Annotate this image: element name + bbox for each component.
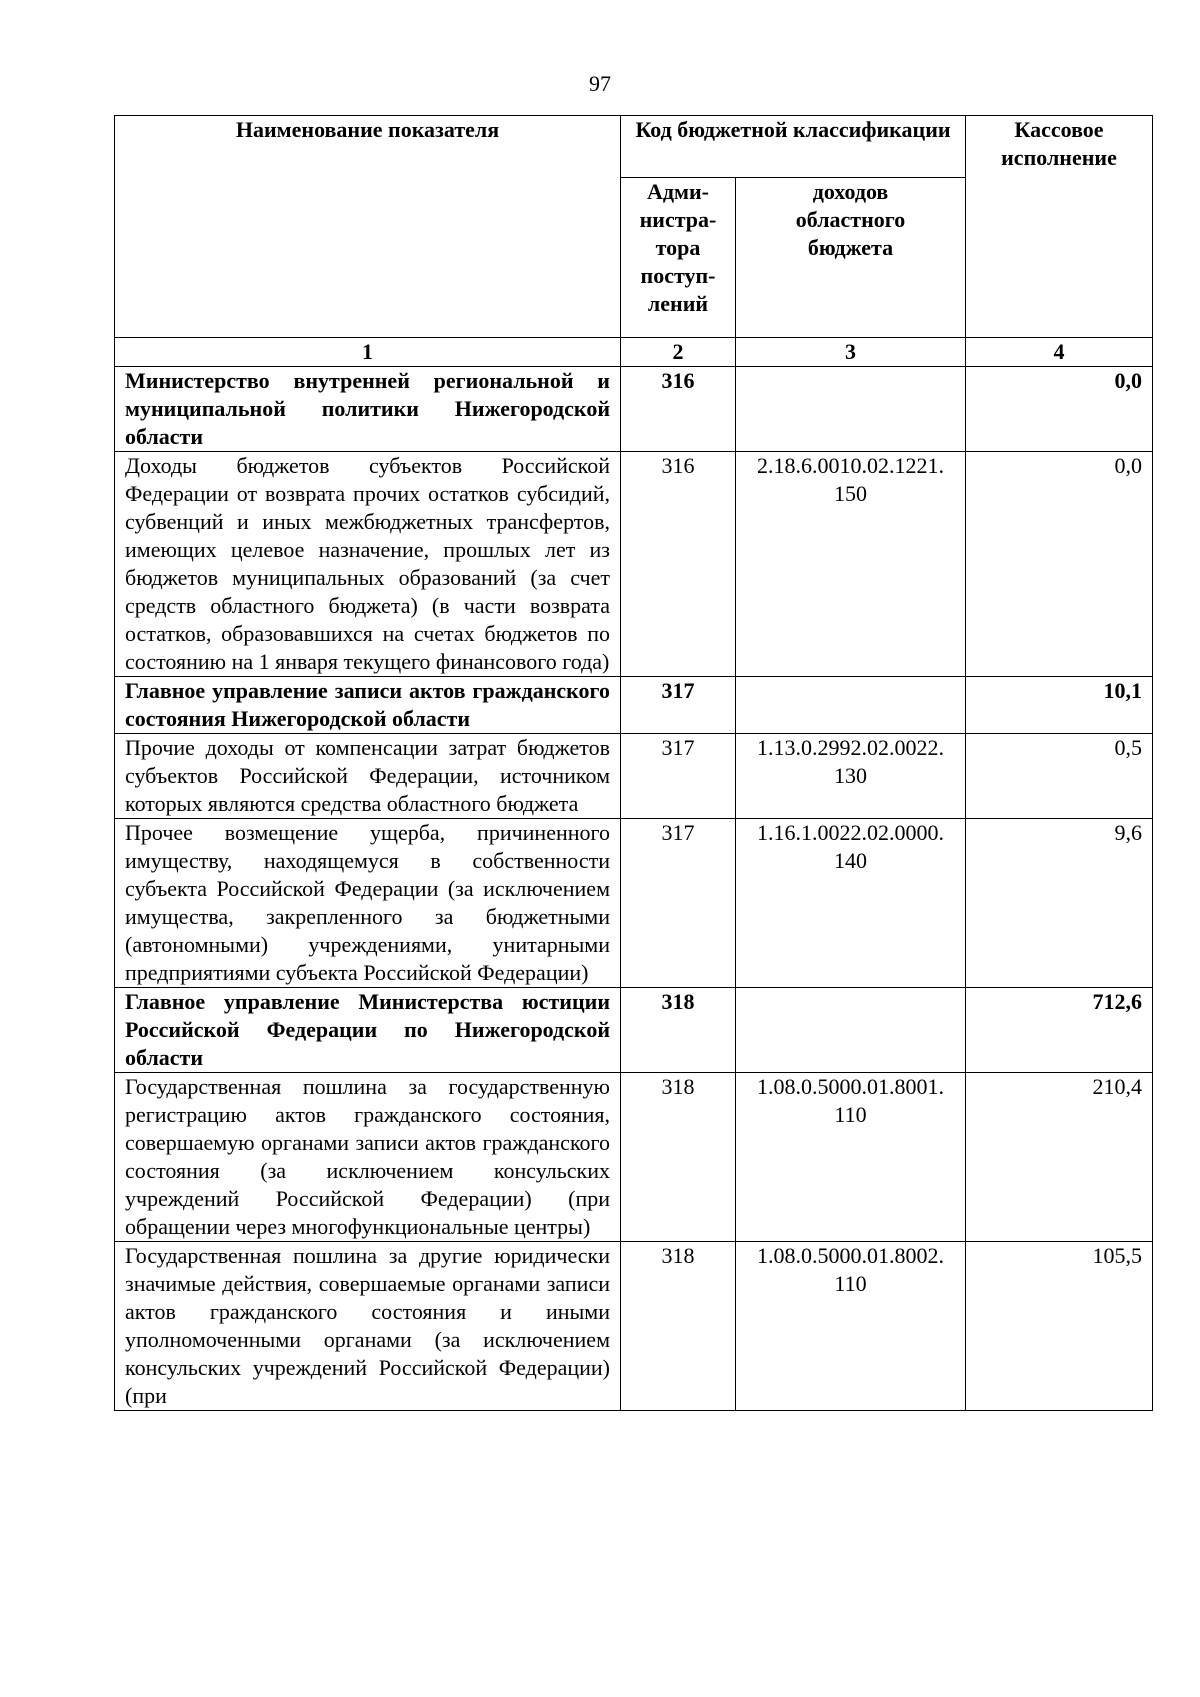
row-amount: 0,0 bbox=[966, 367, 1153, 452]
row-admin-code: 318 bbox=[621, 1073, 736, 1242]
row-admin-code: 317 bbox=[621, 819, 736, 988]
header-income: доходов областного бюджета bbox=[736, 178, 966, 338]
table-row bbox=[115, 734, 1153, 819]
row-income-code bbox=[736, 988, 966, 1073]
row-admin-code: 318 bbox=[621, 988, 736, 1073]
row-admin-code: 316 bbox=[621, 367, 736, 452]
row-amount: 105,5 bbox=[966, 1242, 1153, 1411]
row-name: Прочие доходы от компенсации затрат бюджетов субъектов Российской Федерации, источником которых являются средства областного бюджета bbox=[115, 734, 621, 819]
budget-table bbox=[114, 115, 1153, 1411]
row-name: Прочее возмещение ущерба, причиненного имуществу, находящемуся в собственности субъекта Российской Федерации (за исключением имущества, закрепленного за бюджетными (автономными) учреждениями, унитарными предприятиями субъекта Российской Федерации) bbox=[115, 819, 621, 988]
table-row bbox=[115, 677, 1153, 734]
row-income-code bbox=[736, 677, 966, 734]
row-name: Главное управление Министерства юстиции Российской Федерации по Нижегородской области bbox=[115, 988, 621, 1073]
table-row bbox=[115, 988, 1153, 1073]
row-name: Доходы бюджетов субъектов Российской Федерации от возврата прочих остатков субсидий, субвенций и иных межбюджетных трансфертов, имеющих целевое назначение, прошлых лет из бюджетов муниципальных образований (за счет средств областного бюджета) (в части возврата остатков, образовавшихся на счетах бюджетов по состоянию на 1 января текущего финансового года) bbox=[115, 452, 621, 677]
row-admin-code: 317 bbox=[621, 677, 736, 734]
column-number-row bbox=[115, 338, 1153, 367]
header-admin: Адми-нистра-тора поступ-лений bbox=[621, 178, 736, 338]
row-income-code: 2.18.6.0010.02.1221. 150 bbox=[736, 452, 966, 677]
row-name: Министерство внутренней региональной и муниципальной политики Нижегородской области bbox=[115, 367, 621, 452]
column-number: 2 bbox=[621, 338, 736, 367]
row-amount: 712,6 bbox=[966, 988, 1153, 1073]
row-admin-code: 318 bbox=[621, 1242, 736, 1411]
row-name: Государственная пошлина за другие юридически значимые действия, совершаемые органами записи актов гражданского состояния и иными уполномоченными органами (за исключением консульских учреждений Российской Федерации) (при bbox=[115, 1242, 621, 1411]
header-code-group: Код бюджетной классификации bbox=[621, 116, 966, 178]
row-income-code: 1.13.0.2992.02.0022. 130 bbox=[736, 734, 966, 819]
header-execution: Кассовое исполнение bbox=[966, 116, 1153, 338]
column-number: 3 bbox=[736, 338, 966, 367]
row-amount: 10,1 bbox=[966, 677, 1153, 734]
row-income-code: 1.08.0.5000.01.8001. 110 bbox=[736, 1073, 966, 1242]
table-row bbox=[115, 819, 1153, 988]
row-amount: 210,4 bbox=[966, 1073, 1153, 1242]
row-admin-code: 317 bbox=[621, 734, 736, 819]
row-amount: 0,0 bbox=[966, 452, 1153, 677]
table-row bbox=[115, 367, 1153, 452]
header-name: Наименование показателя bbox=[115, 116, 621, 338]
table-row bbox=[115, 1073, 1153, 1242]
table-row bbox=[115, 452, 1153, 677]
row-amount: 0,5 bbox=[966, 734, 1153, 819]
row-income-code bbox=[736, 367, 966, 452]
column-number: 4 bbox=[966, 338, 1153, 367]
row-amount: 9,6 bbox=[966, 819, 1153, 988]
column-number: 1 bbox=[115, 338, 621, 367]
row-name: Главное управление записи актов гражданского состояния Нижегородской области bbox=[115, 677, 621, 734]
table-row bbox=[115, 1242, 1153, 1411]
page-number: 97 bbox=[589, 71, 611, 96]
row-admin-code: 316 bbox=[621, 452, 736, 677]
row-income-code: 1.08.0.5000.01.8002. 110 bbox=[736, 1242, 966, 1411]
row-income-code: 1.16.1.0022.02.0000. 140 bbox=[736, 819, 966, 988]
row-name: Государственная пошлина за государственную регистрацию актов гражданского состояния, совершаемую органами записи актов гражданского состояния (за исключением консульских учреждений Российской Федерации) (при обращении через многофункциональные центры) bbox=[115, 1073, 621, 1242]
